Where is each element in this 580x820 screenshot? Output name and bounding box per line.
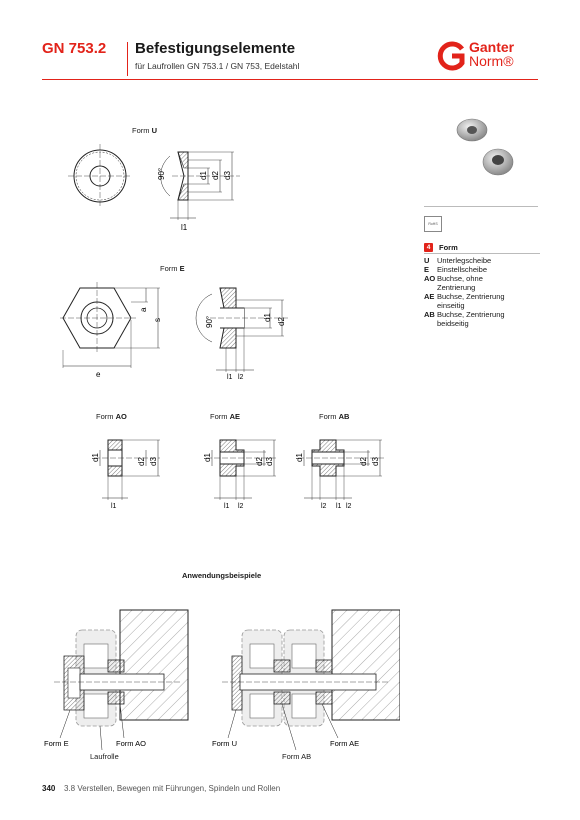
form-u-d3-label: d3 [223,171,232,180]
application-title: Anwendungsbeispiele [182,571,262,580]
form-ab-d3-label: d3 [371,457,380,466]
legend-item: U Unterlegscheibe [424,256,492,265]
form-e-a-label: a [139,307,148,312]
header-rule [42,79,538,80]
brand-name-suffix: Norm® [469,53,514,69]
form-ab-d1-label: d1 [295,453,304,462]
rohs-icon: RoHS [424,216,442,232]
form-e-l1-label: l1 [227,374,233,380]
page-title: Befestigungselemente [135,40,296,57]
form-ae-l2-label: l2 [238,503,244,510]
product-photo [452,114,522,184]
page-subtitle: für Laufrollen GN 753.1 / GN 753, Edelstahl [135,61,300,71]
form-ao-d1-label: d1 [91,453,100,462]
form-ab-label: Form AB [319,412,350,421]
form-e-d1-label: d1 [263,313,272,322]
form-e-l2-label: l2 [238,374,244,380]
legend-item: E Einstellscheibe [424,265,488,274]
form-ae-d1-label: d1 [203,453,212,462]
legend-badge: 4 [424,243,433,252]
form-ae-d3-label: d3 [265,457,274,466]
form-ab-d2-label: d2 [359,457,368,466]
form-ab-l2-left-label: l2 [321,503,327,510]
form-u-angle-label: 90° [157,167,166,180]
form-e-e-label: e [96,370,101,379]
legend-item: AO Buchse, ohne Zentrierung [424,274,483,292]
app-left-form-e-label: Form E [44,739,69,748]
form-e-d2-label: d2 [277,317,286,326]
product-code: GN 753.2 [42,40,107,57]
form-u-drawing [60,140,250,235]
legend-title: Form [439,242,458,252]
form-legend [424,241,540,328]
form-ao-l1-label: l1 [111,503,117,510]
legend-item: AE Buchse, Zentrierung einseitig [424,292,505,310]
form-ab-l1-label: l1 [336,503,342,510]
form-ae-l1-label: l1 [224,503,230,510]
bushings-drawing [80,426,410,511]
form-u-label: Form U [132,126,158,135]
application-drawing [40,600,400,750]
form-ao-d2-label: d2 [137,457,146,466]
legend-item: AB Buchse, Zentrierung beidseitig [424,310,505,328]
form-u-l1-label: l1 [181,223,188,232]
brand-logo-icon [436,40,466,74]
sidebar-rule [424,206,538,207]
form-e-label: Form E [160,264,185,273]
form-ao-d3-label: d3 [149,457,158,466]
form-ab-l2-right-label: l2 [346,503,352,510]
legend-header [424,241,540,254]
form-u-d1-label: d1 [199,171,208,180]
form-e-s-label: s [153,318,162,322]
form-ae-d2-label: d2 [255,457,264,466]
form-ae-label: Form AE [210,412,241,421]
app-right-form-ae-label: Form AE [330,739,360,748]
app-right-form-ab-label: Form AB [282,752,312,761]
brand-name: Ganter [469,39,515,55]
app-right-form-u-label: Form U [212,739,237,748]
page-number: 340 [42,784,56,793]
header-divider [127,42,128,76]
form-e-angle-label: 90° [205,315,214,328]
form-u-d2-label: d2 [211,171,220,180]
app-left-form-ao-label: Form AO [116,739,147,748]
app-laufrolle-label: Laufrolle [90,752,119,761]
footer-section: 3.8 Verstellen, Bewegen mit Führungen, Spindeln und Rollen [64,784,281,793]
form-ao-label: Form AO [96,412,127,421]
form-e-drawing [60,280,300,380]
